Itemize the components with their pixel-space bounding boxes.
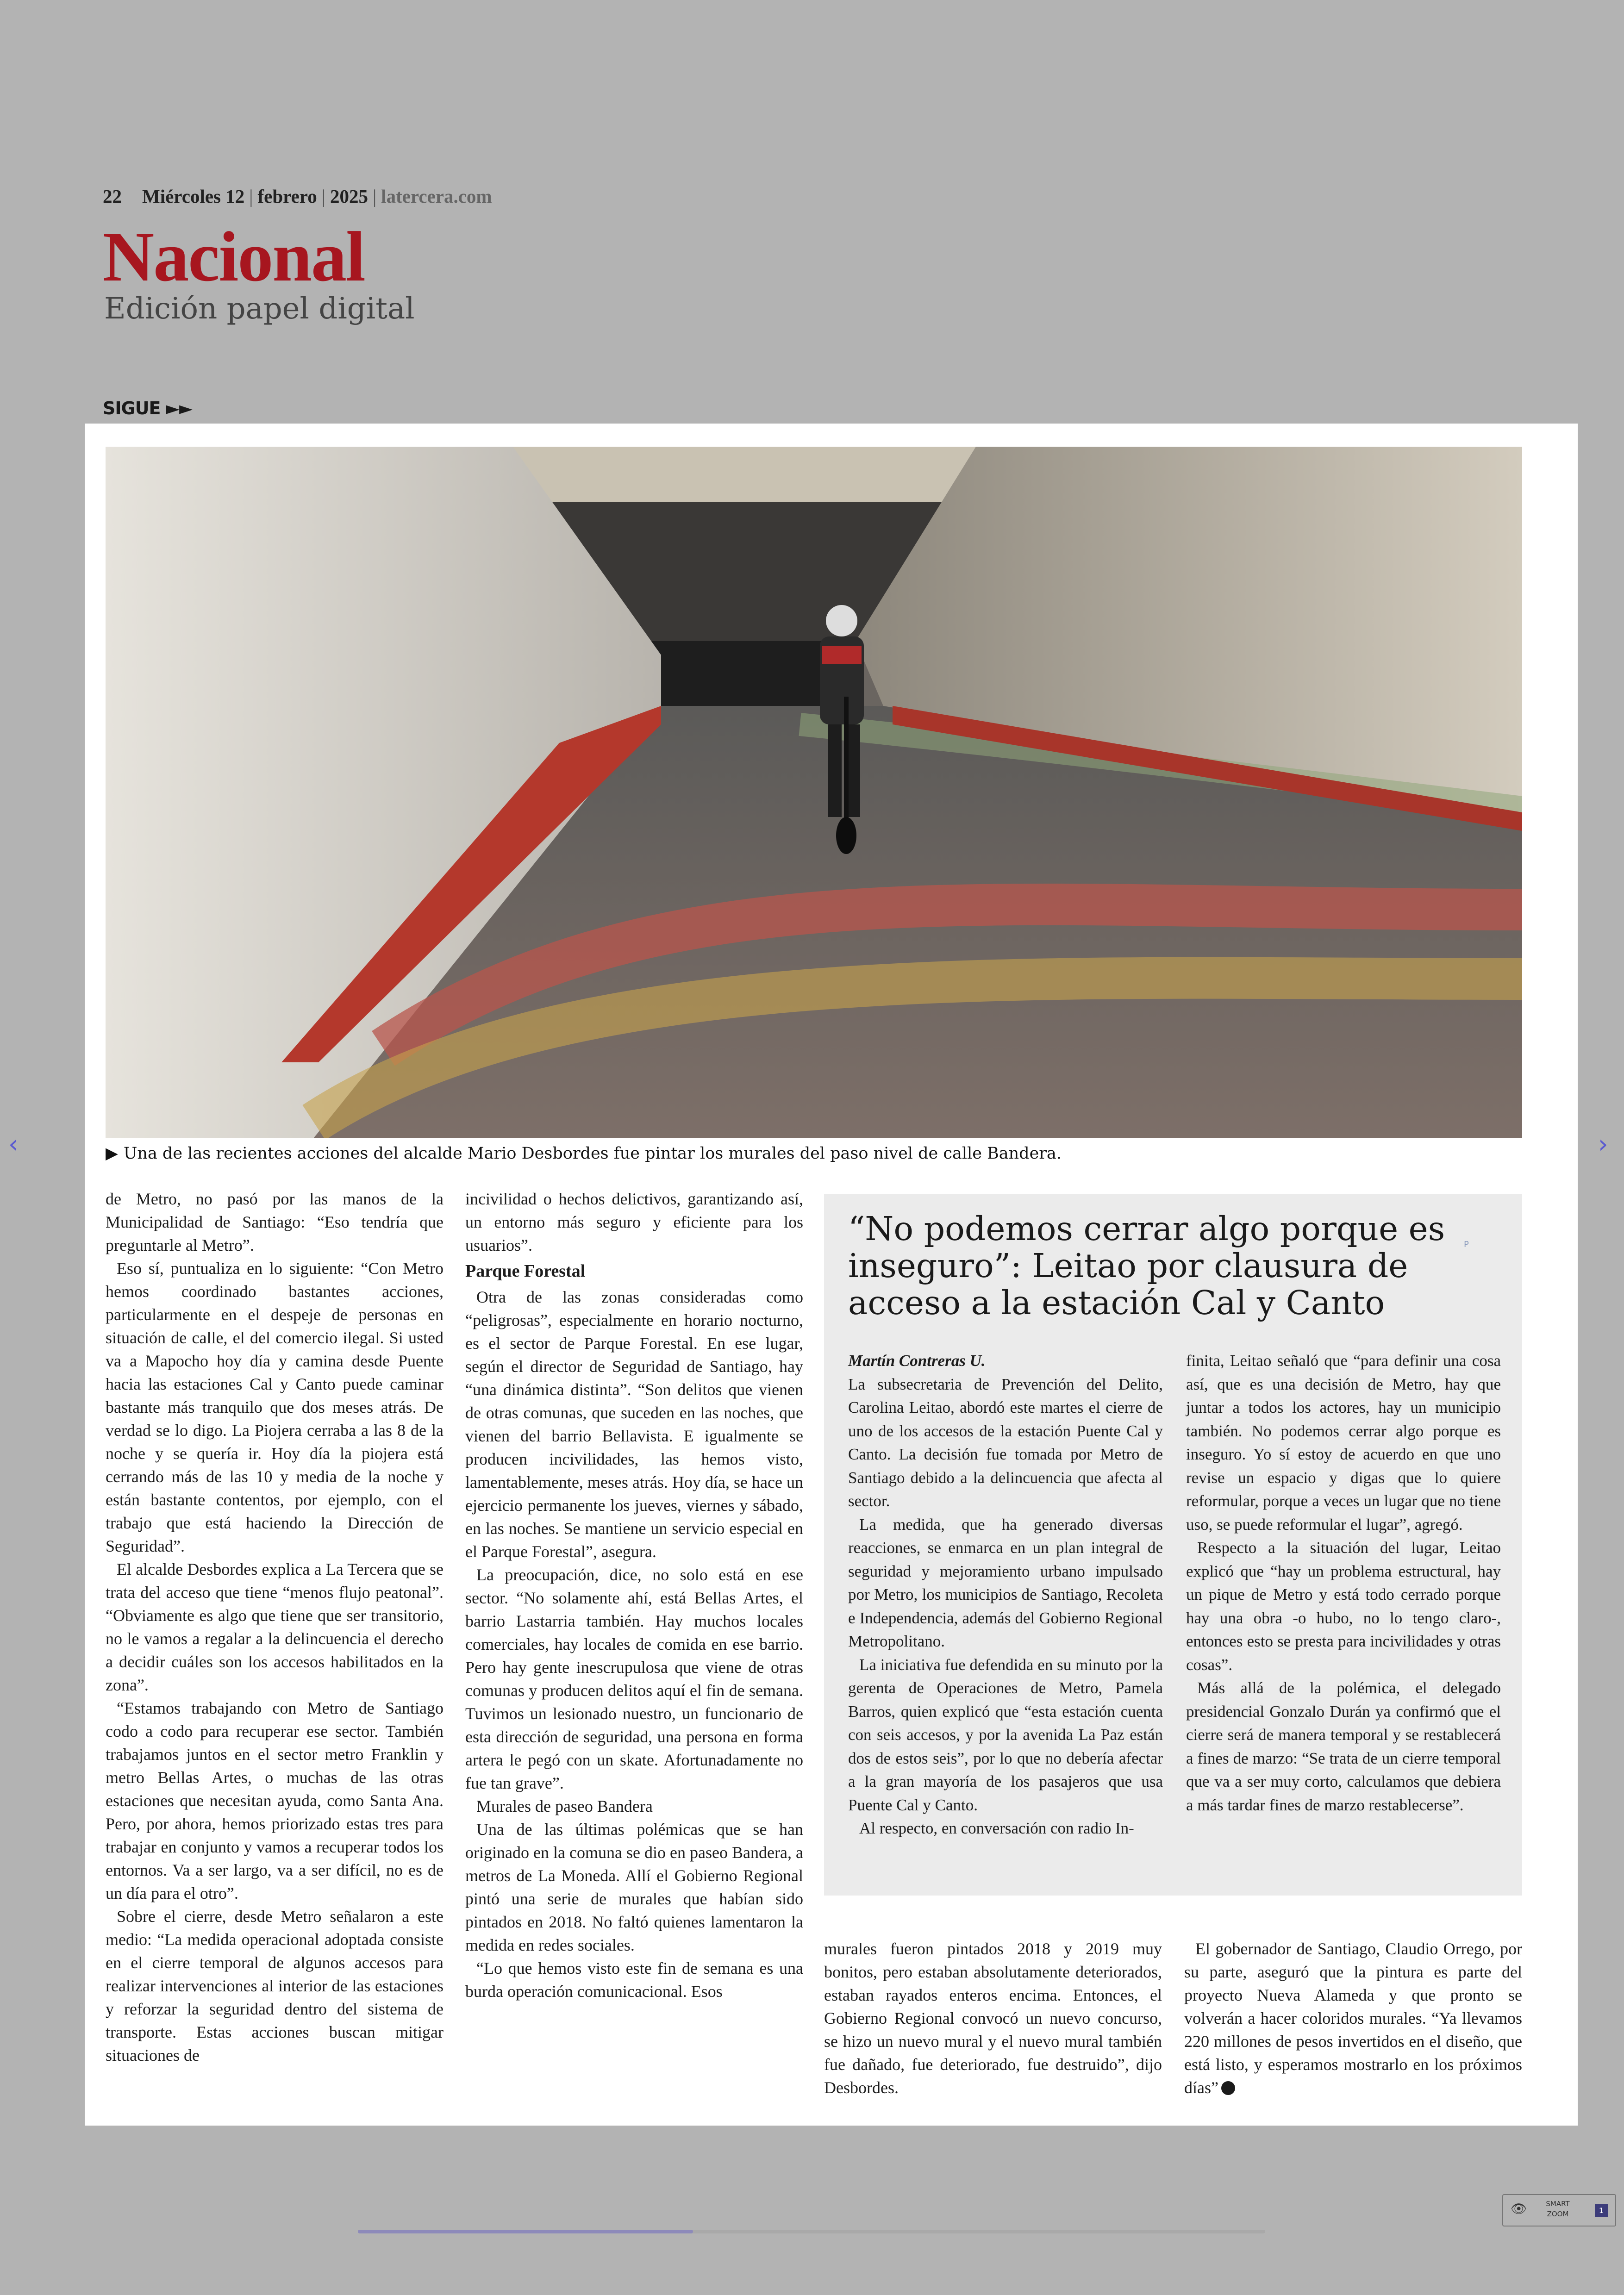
dateline-month: febrero bbox=[257, 186, 317, 207]
paragraph: Al respecto, en conversación con radio In- bbox=[859, 1819, 1134, 1837]
sidebar-column-2 bbox=[1186, 1349, 1501, 1817]
dateline-year: 2025 bbox=[330, 186, 368, 207]
page-number: 22 bbox=[103, 186, 122, 207]
paragraph: La subsecretaria de Prevención del Delito, Carolina Leitao, abordó este martes el cierre de uno de los accesos de la estación Puente Cal y Canto. La decisión fue tomada por Metro de Santiago debido a la delincuencia que afecta al sector. bbox=[848, 1375, 1163, 1510]
photo-caption bbox=[106, 1144, 1522, 1163]
paragraph: “Lo que hemos visto este fin de semana es una burda operación comunicacional. Esos bbox=[465, 1959, 803, 2001]
paragraph: “Estamos trabajando con Metro de Santiago codo a codo para recuperar ese sector. También trabajamos juntos en el sector metro Franklin y metro Bellas Artes, o muchas de las otras estaciones que necesitan ayuda, como Santa Ana. Pero, por ahora, hemos priorizado estas tres para trabajar en conjunto y vamos a recuperar todos los entornos. Va a ser largo, va a ser difícil, no es de un día para el otro”. bbox=[106, 1699, 443, 1902]
previous-page-button[interactable] bbox=[8, 1129, 19, 1159]
paragraph: Una de las últimas polémicas que se han originado en la comuna se dio en paseo Bandera, a metros de La Moneda. Allí el Gobierno Regional pintó una serie de murales que habían sido pintados en 2018. No faltó quienes lamentaron la medida en redes sociales. bbox=[465, 1820, 803, 1954]
paragraph: La medida, que ha generado diversas reacciones, se enmarca en un plan integral de seguridad y mejoramiento urbano impulsado por Metro, los municipios de Santiago, Recoleta e Independencia, además del Gobierno Regional Metropolitano. bbox=[848, 1515, 1163, 1650]
paragraph: Más allá de la polémica, el delegado presidencial Gonzalo Durán ya confirmó que el cierre será de manera temporal y se restablecerá a fines de marzo: “Se trata de un cierre temporal que va a ser muy corto, calculamos que debiera a más tardar fines de marzo restablecerse”. bbox=[1186, 1679, 1501, 1814]
smart-zoom-count: 1 bbox=[1595, 2204, 1608, 2217]
site-name: latercera.com bbox=[381, 186, 492, 207]
paragraph: La iniciativa fue defendida en su minuto por la gerenta de Operaciones de Metro, Pamela Barros, quien explicó que “esta estación cuenta con seis accesos, y por la avenida La Paz están dos de estos seis”, por lo que no debería afectar a la gran mayoría de los pasajeros que usa Puente Cal y Canto. bbox=[848, 1655, 1163, 1814]
smart-zoom-button[interactable] bbox=[1502, 2194, 1616, 2226]
article-column-1 bbox=[106, 1187, 443, 2067]
chevron-right-icon: › bbox=[1598, 1129, 1608, 1159]
article-column-2 bbox=[465, 1187, 803, 2003]
paragraph: El alcalde Desbordes explica a La Tercera que se trata del acceso que tiene “menos flujo peatonal”. “Obviamente es algo que tiene que ser transitorio, no le vamos a regalar a la delincuencia el derecho a decidir cuáles son los accesos habilitados en la zona”. bbox=[106, 1560, 443, 1694]
paragraph: incivilidad o hechos delictivos, garantizando así, un entorno más seguro y eficiente para los usuarios”. bbox=[465, 1190, 803, 1254]
sigue-label: SIGUE ►► bbox=[103, 398, 193, 418]
subheading: Parque Forestal bbox=[465, 1261, 586, 1281]
sidebar-headline: “No podemos cerrar algo porque es inseguro”: Leitao por clausura de acceso a la estación Cal y Canto bbox=[848, 1210, 1445, 1322]
paragraph: murales fueron pintados 2018 y 2019 muy bonitos, pero estaban absolutamente deteriorados, estaban rayados enteros encima. Entonces, el Gobierno Regional convocó un nuevo concurso, se hizo un nuevo mural y el nuevo mural también fue dañado, fue deteriorado, fue destruido”, dijo Desbordes. bbox=[824, 1940, 1162, 2097]
sidebar-box bbox=[824, 1194, 1522, 1896]
paragraph: Sobre el cierre, desde Metro señalaron a este medio: “La medida operacional adoptada consiste en el cierre temporal de algunos accesos para realizar intervenciones al interior de las estaciones y reforzar la seguridad dentro del sistema de transporte. Estas acciones buscan mitigar situaciones de bbox=[106, 1907, 443, 2064]
section-title: Nacional bbox=[103, 218, 365, 296]
chevron-left-icon: ‹ bbox=[8, 1129, 19, 1159]
paragraph: La preocupación, dice, no solo está en ese sector. “No solamente ahí, está Bellas Artes, el barrio Lastarria también. Hay muchos locales comerciales, hay locales de comida en ese barrio. Pero hay gente inescrupulosa que viene de otras comunas y producen delitos aquí el fin de semana. Tuvimos un lesionado nuestro, un funcionario de esta dirección de seguridad, una persona en forma artera le pegó con un skate. Afortunadamente no fue tan grave”. bbox=[465, 1565, 803, 1792]
paragraph: Respecto a la situación del lugar, Leitao explicó que “hay un problema estructural, hay un pique de Metro y está todo cerrado porque hay una obra -o hubo, no lo tengo claro-, entonces esto se presta para incivilidades y otras cosas”. bbox=[1186, 1539, 1501, 1674]
paragraph: de Metro, no pasó por las manos de la Municipalidad de Santiago: “Eso tendría que preguntarle al Metro”. bbox=[106, 1190, 443, 1254]
next-page-button[interactable] bbox=[1598, 1129, 1608, 1159]
section-subtitle: Edición papel digital bbox=[104, 292, 415, 326]
tunnel-photo-illustration bbox=[106, 447, 1522, 1138]
paragraph: Murales de paseo Bandera bbox=[476, 1797, 653, 1815]
page-scrollbar-thumb[interactable] bbox=[358, 2230, 693, 2233]
caption-triangle-icon: ▶ bbox=[106, 1144, 118, 1163]
eye-icon: 👁 bbox=[1511, 2201, 1527, 2216]
end-mark-icon bbox=[1221, 2081, 1235, 2095]
article-photo bbox=[106, 447, 1522, 1138]
paragraph: finita, Leitao señaló que “para definir una cosa así, que es una decisión de Metro, hay que juntar a todos los actores, hay un municipio también. No podemos cerrar algo porque es inseguro. Yo sí estoy de acuerdo en que uno revise un espacio y digas que lo quiere reformular, porque a veces un lugar que no tiene uso, se puede reformular el lugar”, agregó. bbox=[1186, 1352, 1501, 1534]
dateline: 22 Miércoles 12 | febrero | 2025 | latercera.com bbox=[103, 186, 492, 207]
closing-text: El gobernador de Santiago, Claudio Orrego, por su parte, aseguró que la pintura es parte del proyecto Nueva Alameda y que pronto se volverán a hacer coloridos murales. “Ya llevamos 220 millones de pesos invertidos en el diseño, que está listo, y esperamos mostrarlo en los próximos días” bbox=[1184, 1940, 1522, 2097]
paragraph: Otra de las zonas consideradas como “peligrosas”, especialmente en horario nocturno, es el sector de Parque Forestal. En ese lugar, según el director de Seguridad de Santiago, hay “una dinámica distinta”. “Son delitos que vienen de otras comunas, que suceden en las noches, que vienen del barrio Bellavista. E igualmente se producen incivilidades, las hemos visto, lamentablemente, meses atrás. Hoy día, se hace un ejercicio permanente los jueves, viernes y sábado, en las noches. Se mantiene un servicio especial en el Parque Forestal”, asegura. bbox=[465, 1288, 803, 1561]
caption-text: Una de las recientes acciones del alcalde Mario Desbordes fue pintar los murales del paso nivel de calle Bandera. bbox=[123, 1144, 1062, 1163]
dateline-weekday: Miércoles 12 bbox=[142, 186, 245, 207]
newspaper-page bbox=[85, 424, 1578, 2126]
box-mark: P bbox=[1464, 1240, 1469, 1249]
sidebar-column-1 bbox=[848, 1349, 1163, 1840]
smart-zoom-label: SMART ZOOM bbox=[1546, 2200, 1570, 2218]
paragraph bbox=[1184, 1937, 1522, 2099]
paragraph: Eso sí, puntualiza en lo siguiente: “Con Metro hemos coordinado bastantes acciones, particularmente en el despeje de personas en situación de calle, el del comercio ilegal. Si usted va a Mapocho hoy día y camina desde Puente hacia las estaciones Cal y Canto puede caminar bastante más tranquilo que dos meses atrás. De verdad se lo digo. La Piojera cerraba a las 8 de la noche y se quería ir. Hoy día la piojera está cerrando más de las 10 y media de la noche y están bastante contentos, por ejemplo, con el trabajo que está haciendo la Dirección de Seguridad”. bbox=[106, 1259, 443, 1555]
article-column-3 bbox=[824, 1937, 1162, 2099]
article-column-4 bbox=[1184, 1937, 1522, 2099]
byline: Martín Contreras U. bbox=[848, 1352, 986, 1370]
